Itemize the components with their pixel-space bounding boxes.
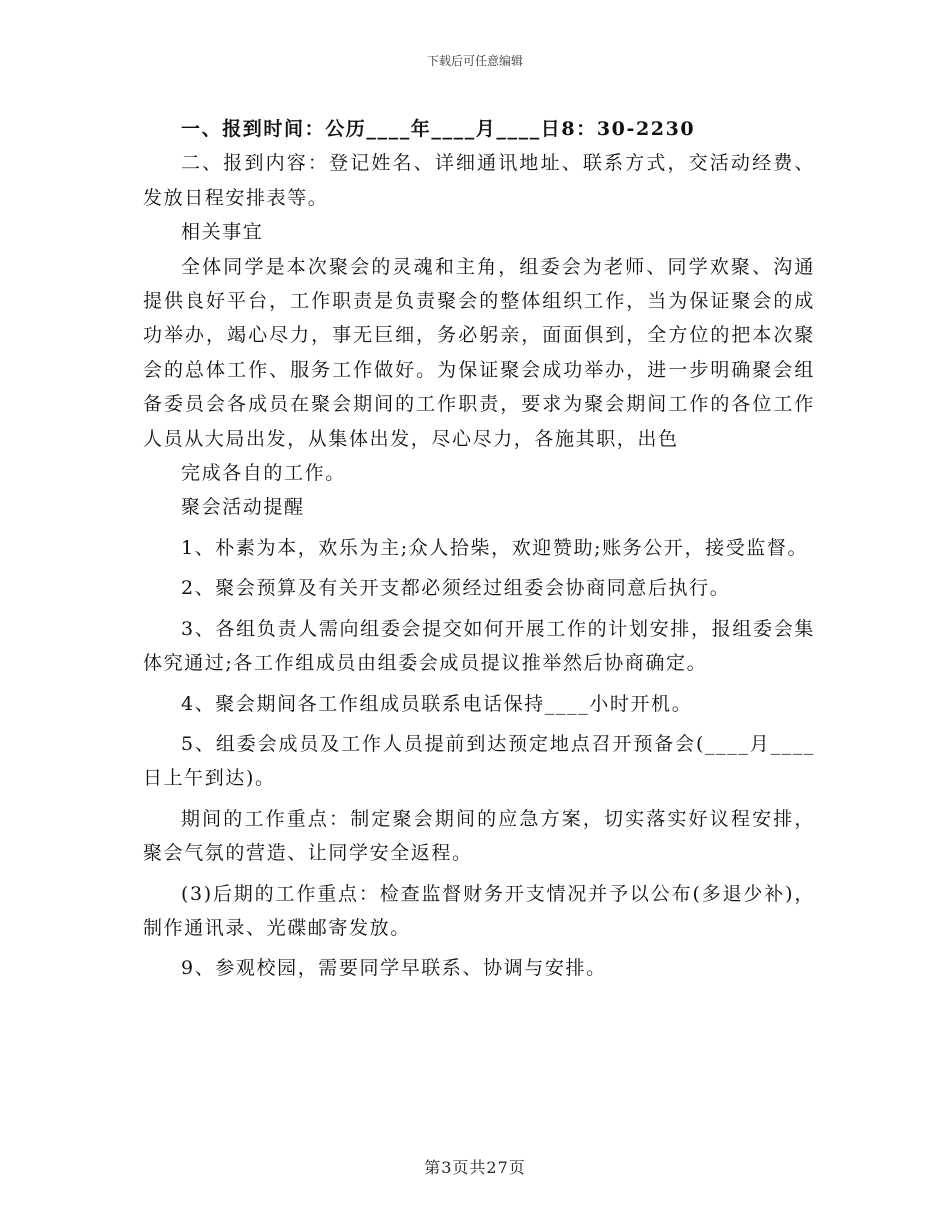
paragraph-responsibilities: 全体同学是本次聚会的灵魂和主角，组委会为老师、同学欢聚、沟通提供良好平台，工作职责是负责聚会的整体组织工作，当为保证聚会的成功举办，竭心尽力，事无巨细，务必躬亲，面面俱到，全方位的把本次聚会的总体工作、服务工作做好。为保证聚会成功举办，进一步明确聚会组备委员会各成员在聚会期间的工作职责，要求为聚会期间工作的各位工作人员从大局出发，从集体出发，尽心尽力，各施其职，出色 xyxy=(143,255,815,450)
page-header: 下载后可任意编辑 xyxy=(426,54,523,68)
paragraph-complete-work: 完成各自的工作。 xyxy=(181,462,346,485)
page-footer: 第3页共27页 xyxy=(424,1158,526,1177)
reminder-item-2: 2、聚会预算及有关开支都必须经过组委会协商同意后执行。 xyxy=(181,577,731,600)
reminder-item-1: 1、朴素为本，欢乐为主;众人拾柴，欢迎赞助;账务公开，接受监督。 xyxy=(181,536,809,559)
reminder-item-3: 3、各组负责人需向组委会提交如何开展工作的计划安排，报组委会集体究通过;各工作组成员由组委会成员提议推举然后协商确定。 xyxy=(143,617,815,675)
paragraph-report-content: 二、报到内容：登记姓名、详细通讯地址、联系方式，交活动经费、发放日程安排表等。 xyxy=(143,152,815,209)
reminder-item-9: 9、参观校园，需要同学早联系、协调与安排。 xyxy=(181,957,607,980)
paragraph-key-work-after: (3)后期的工作重点：检查监督财务开支情况并予以公布(多退少补)，制作通讯录、光碟邮寄发放。 xyxy=(143,882,815,939)
reminder-item-5: 5、组委会成员及工作人员提前到达预定地点召开预备会(____月____日上午到达)。 xyxy=(143,732,815,790)
document-body xyxy=(143,112,815,986)
section-heading-related-matters: 相关事宜 xyxy=(181,221,264,244)
reminder-item-4: 4、聚会期间各工作组成员联系电话保持____小时开机。 xyxy=(181,692,693,715)
section-heading-reminders: 聚会活动提醒 xyxy=(181,496,305,519)
paragraph-key-work-during: 期间的工作重点：制定聚会期间的应急方案，切实落实好议程安排，聚会气氛的营造、让同学安全返程。 xyxy=(143,807,815,865)
paragraph-report-time: 一、报到时间：公历____年____月____日8：30-2230 xyxy=(181,118,696,140)
